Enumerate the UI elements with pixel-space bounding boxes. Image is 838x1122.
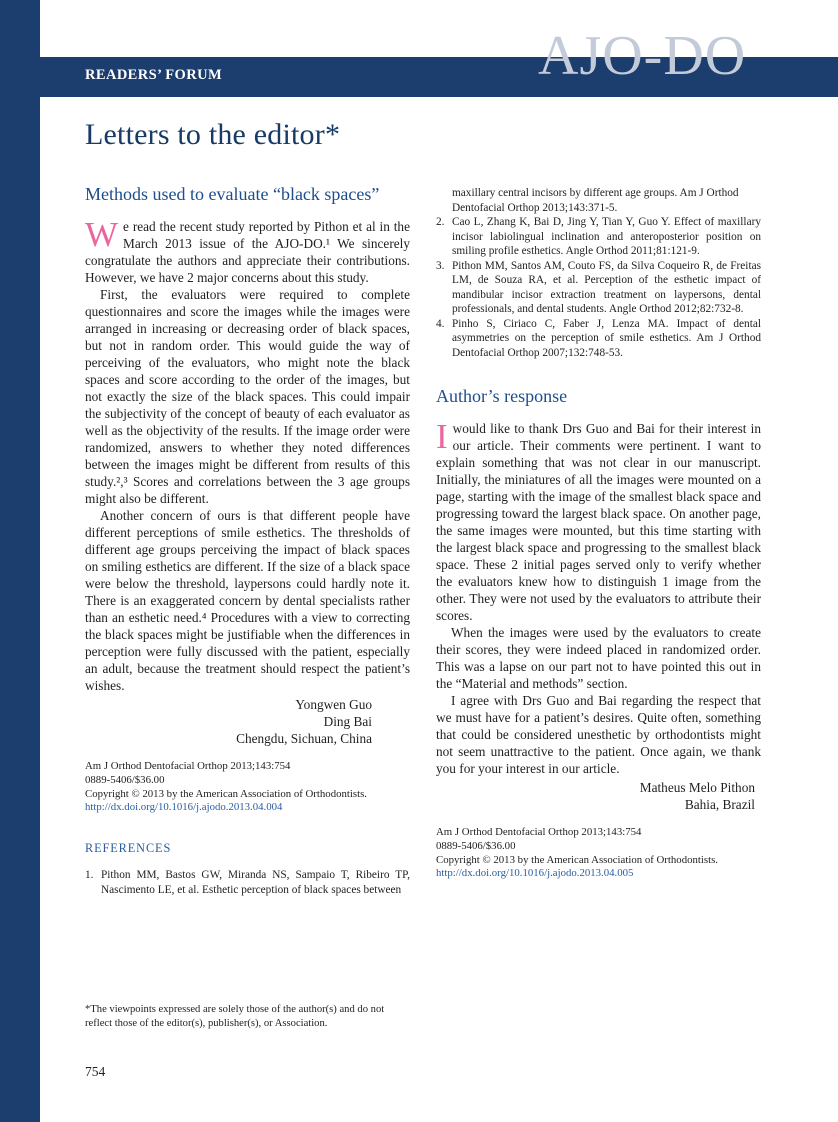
signature-name: Matheus Melo Pithon (639, 780, 755, 795)
response-signature (436, 779, 761, 813)
journal-logo: AJO-DO (538, 25, 747, 87)
letter-paragraph-1 (85, 215, 410, 286)
citation-line: Am J Orthod Dentofacial Orthop 2013;143:754 (85, 760, 291, 772)
signature-location: Bahia, Brazil (684, 797, 755, 812)
reference-item-2 (436, 215, 761, 259)
citation-line: 0889-5406/$36.00 (85, 773, 165, 786)
reference-item-1-continuation: maxillary central incisors by different age groups. Am J Orthod Dentofacial Orthop 2013;143:371-5. (452, 187, 739, 214)
citation-line: 0889-5406/$36.00 (436, 839, 516, 852)
reference-number: 3. (436, 259, 445, 272)
citation-line: Am J Orthod Dentofacial Orthop 2013;143:754 (436, 826, 642, 838)
letter-citation-block (85, 760, 410, 815)
doi-link[interactable]: http://dx.doi.org/10.1016/j.ajodo.2013.04.004 (85, 801, 283, 814)
letter-heading: Methods used to evaluate “black spaces” (85, 184, 380, 204)
dropcap-letter: W (85, 215, 119, 254)
doi-link[interactable]: http://dx.doi.org/10.1016/j.ajodo.2013.04.005 (436, 867, 634, 880)
page-footnote: *The viewpoints expressed are solely those of the author(s) and do not reflect those of the editor(s), publisher(s), or Association. (85, 1004, 385, 1029)
citation-line: Copyright © 2013 by the American Association of Orthodontists. (85, 787, 367, 800)
reference-item-3 (436, 259, 761, 317)
page-title: Letters to the editor* (85, 118, 341, 151)
dropcap-letter: I (436, 417, 448, 456)
reference-number: 4. (436, 317, 445, 330)
section-label: READERS’ FORUM (85, 67, 223, 83)
letter-signature (85, 696, 410, 747)
reference-text: Pithon MM, Bastos GW, Miranda NS, Sampaio T, Ribeiro TP, Nascimento LE, et al. Esthetic perception of black spaces between (101, 869, 410, 896)
reference-text: Pinho S, Ciriaco C, Faber J, Lenza MA. Impact of dental asymmetries on the perception of smile esthetics. Am J Orthod Dentofacial Orthop 2007;132:748-53. (452, 317, 761, 359)
right-column (436, 184, 761, 897)
references-list (85, 868, 410, 897)
response-heading: Author’s response (436, 386, 568, 406)
response-paragraph-3: I agree with Drs Guo and Bai regarding the respect that we must have for a patient’s desires. Quite often, something that could be considered unesthetic by orthodontists might not seem unattractive to the patient. Once again, we thank you for your interest in our article. (436, 693, 761, 776)
letter-paragraph-3: Another concern of ours is that different people have different perceptions of smile esthetics. The thresholds of different age groups perceiving the impact of black spaces on smiling esthetics are different. If the size of a black space were below the threshold, laypersons could hardly note it. There is an exaggerated concern by dental specialists rather than an esthetic need.⁴ Procedures with a view to correcting the black spaces might be justifiable when the differences in perception were fully discussed with the patient, especially an adult, because the treatment should respect the patient’s wishes. (85, 508, 410, 693)
signature-location: Chengdu, Sichuan, China (236, 731, 372, 746)
signature-name: Ding Bai (323, 714, 372, 729)
paragraph-text: would like to thank Drs Guo and Bai for their interest in our article. Their comments were pertinent. I want to explain something that was not clear in our manuscript. Initially, the miniatures of all the images were mounted on a page, starting with the image of the smallest black space and progressing toward the largest black space. On another page, the same images were mounted, but this time starting with the largest black space and progressing to the smallest black space. These 2 initial pages served only to verify whether the evaluators knew how to distinguish 1 image from the other. They were not used by the evaluators to attribute their scores. (436, 421, 761, 623)
left-column (85, 184, 410, 897)
reference-number: 2. (436, 216, 445, 228)
references-list-continued (436, 186, 761, 360)
reference-item-1 (85, 868, 410, 897)
citation-line: Copyright © 2013 by the American Association of Orthodontists. (436, 853, 718, 866)
reference-text: Cao L, Zhang K, Bai D, Jing Y, Tian Y, Guo Y. Effect of maxillary incisor labiolingual inclination and anteroposterior position on smiling profile esthetics. Angle Orthod 2011;81:121-9. (452, 216, 761, 257)
references-heading: REFERENCES (85, 841, 172, 856)
page-number: 754 (85, 1064, 106, 1079)
two-column-layout (85, 184, 761, 897)
left-accent-stripe (0, 0, 40, 1122)
signature-name: Yongwen Guo (295, 697, 372, 712)
letter-paragraph-2: First, the evaluators were required to complete questionnaires and score the images while the images were arranged in increasing or decreasing order of black spaces, but not in random order. This would guide the way of perceiving of the evaluators, who might note the black spaces and score according to the order of the images, but not exactly the size of the black spaces. This could impair the subjectivity of the concept of beauty of each evaluator as well as the objectivity of the results. If the image order were randomized, answers to whether they noted differences between the images might be different from results of this study.²,³ Scores and correlations between the 3 age groups might also be different. (85, 287, 410, 506)
response-paragraph-1 (436, 417, 761, 624)
reference-item-4 (436, 317, 761, 361)
reference-number: 1. (85, 869, 94, 882)
page-content (85, 118, 761, 897)
paragraph-text: e read the recent study reported by Pithon et al in the March 2013 issue of the AJO-DO.¹ We sincerely congratulate the authors and appreciate their contributions. However, we have 2 major concerns about this study. (85, 219, 410, 285)
response-paragraph-2: When the images were used by the evaluators to create their scores, they were indeed placed in randomized order. This was a lapse on our part not to have pointed this out in the “Material and methods” section. (436, 625, 761, 691)
reference-text: Pithon MM, Santos AM, Couto FS, da Silva Coqueiro R, de Freitas LM, de Souza RA, et al. Perception of the esthetic impact of mandibular incisor extraction treatment on laypersons, dental professionals, and dental students. Angle Orthod 2012;82:732-8. (452, 259, 761, 315)
response-citation-block (436, 826, 761, 881)
